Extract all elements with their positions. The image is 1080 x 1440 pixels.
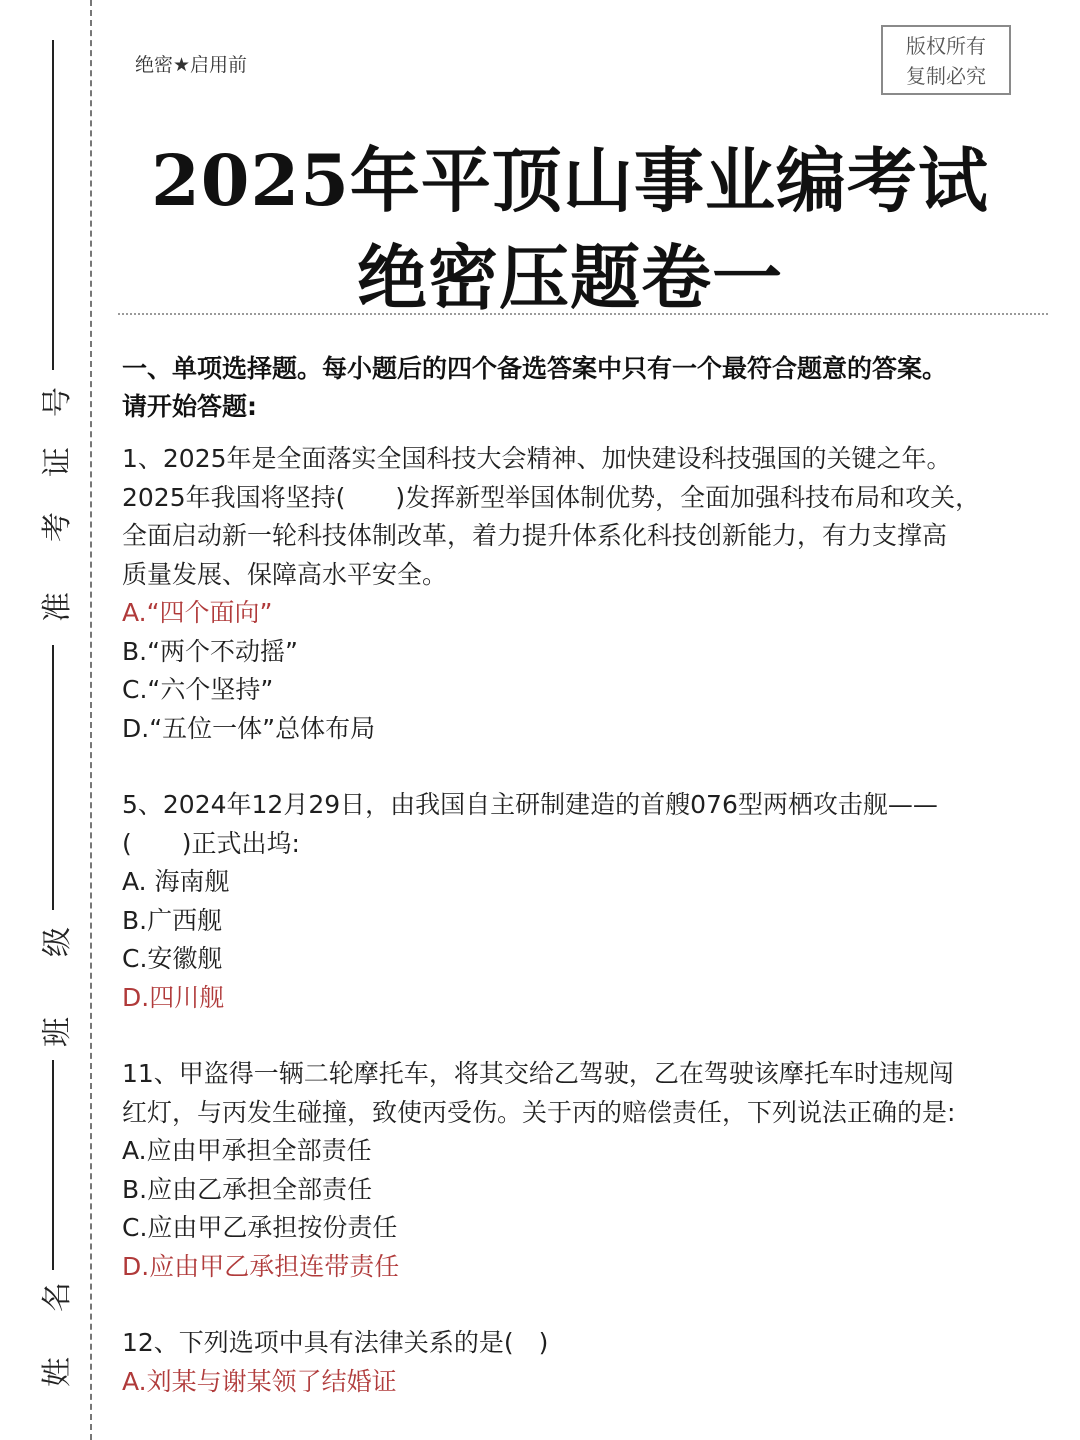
option-d-correct: D.应由甲乙承担连带责任 bbox=[122, 1251, 400, 1281]
question-content bbox=[122, 350, 1057, 1401]
page-title-line-1: 2025年平顶山事业编考试 bbox=[151, 139, 989, 222]
question-1 bbox=[122, 440, 1057, 748]
stem-line: 5、2024年12月29日，由我国自主研制建造的首艘076型两栖攻击舰—— bbox=[122, 790, 938, 819]
margin-label-hao: 号 bbox=[40, 387, 75, 417]
option-b: B.广西舰 bbox=[122, 905, 223, 935]
secret-mark: 绝密★启用前 bbox=[135, 54, 248, 76]
class-line bbox=[52, 645, 54, 910]
stem-line: 1、2025年是全面落实全国科技大会精神、加快建设科技强国的关键之年。 bbox=[122, 444, 952, 473]
option-a: A.应由甲承担全部责任 bbox=[122, 1136, 372, 1165]
exam-number-line bbox=[52, 40, 54, 370]
binding-margin bbox=[0, 0, 92, 1440]
copyright-line-1: 版权所有 bbox=[906, 34, 986, 58]
option-a-correct: A.刘某与谢某领了结婚证 bbox=[122, 1366, 397, 1396]
option-b: B.应由乙承担全部责任 bbox=[122, 1174, 373, 1204]
question-12 bbox=[122, 1324, 1057, 1401]
question-stem bbox=[122, 1055, 1057, 1132]
page-title-line-2: 绝密压题卷一 bbox=[357, 236, 783, 319]
option-c: C.应由甲乙承担按份责任 bbox=[122, 1213, 398, 1242]
question-11 bbox=[122, 1055, 1057, 1286]
option-d: D.“五位一体”总体布局 bbox=[122, 713, 376, 743]
option-a: A. 海南舰 bbox=[122, 867, 230, 896]
question-stem bbox=[122, 786, 1057, 863]
name-line bbox=[52, 1060, 54, 1270]
margin-label-zhun: 准 bbox=[40, 592, 75, 622]
stem-line: 11、甲盗得一辆二轮摩托车，将其交给乙驾驶，乙在驾驶该摩托车时违规闯 bbox=[122, 1059, 954, 1088]
section-heading bbox=[122, 350, 1057, 426]
margin-label-zheng: 证 bbox=[40, 447, 75, 477]
stem-line: 红灯，与丙发生碰撞，致使丙受伤。关于丙的赔偿责任，下列说法正确的是: bbox=[122, 1097, 956, 1127]
option-c: C.“六个坚持” bbox=[122, 675, 274, 704]
stem-line: 全面启动新一轮科技体制改革，着力提升体系化科技创新能力，有力支撑高 bbox=[122, 521, 948, 550]
question-5 bbox=[122, 786, 1057, 1017]
option-d-correct: D.四川舰 bbox=[122, 982, 225, 1012]
option-c: C.安徽舰 bbox=[122, 944, 223, 973]
margin-label-ming: 名 bbox=[40, 1282, 75, 1312]
margin-label-ban: 班 bbox=[40, 1017, 75, 1047]
stem-line: 2025年我国将坚持( )发挥新型举国体制优势，全面加强科技布局和攻关， bbox=[122, 482, 981, 512]
section-heading-line-1: 一、单项选择题。每小题后的四个备选答案中只有一个最符合题意的答案。 bbox=[122, 354, 948, 383]
margin-label-ji: 级 bbox=[40, 927, 75, 957]
section-heading-line-2: 请开始答题: bbox=[122, 392, 257, 421]
stem-line: 质量发展、保障高水平安全。 bbox=[122, 559, 448, 589]
option-b: B.“两个不动摇” bbox=[122, 636, 299, 666]
binding-dotted-line bbox=[90, 0, 92, 1440]
option-a-correct: A.“四个面向” bbox=[122, 598, 273, 627]
stem-line: ( )正式出坞: bbox=[122, 828, 300, 858]
margin-label-kao: 考 bbox=[40, 512, 75, 542]
margin-label-xing: 姓 bbox=[40, 1357, 75, 1387]
question-stem bbox=[122, 1324, 1057, 1363]
title-divider bbox=[118, 313, 1048, 315]
stem-line: 12、下列选项中具有法律关系的是( ) bbox=[122, 1328, 549, 1357]
question-stem bbox=[122, 440, 1057, 594]
copyright-line-2: 复制必究 bbox=[906, 64, 986, 88]
copyright-stamp bbox=[881, 25, 1011, 95]
